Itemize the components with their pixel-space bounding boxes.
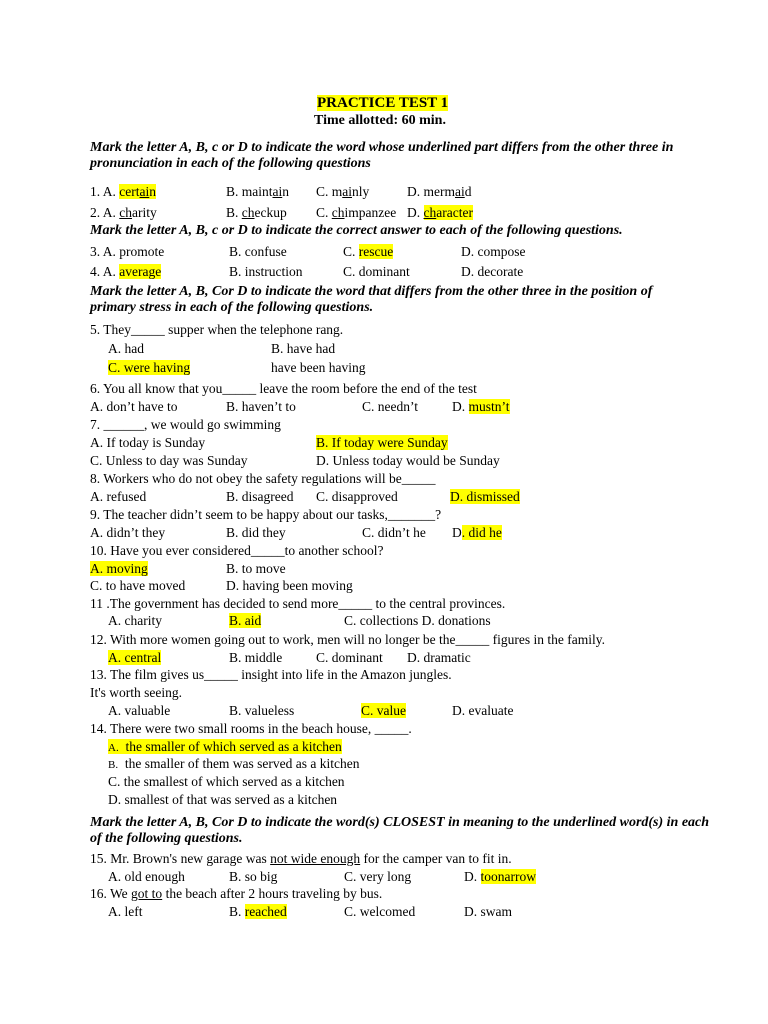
question-7-stem: 7. ______, we would go swimming [90,417,281,432]
time-allotted: Time allotted: 60 min. [314,113,446,128]
q10-option-b: B. to move [226,561,286,576]
question-9-stem: 9. The teacher didn’t seem to be happy about our tasks,_______? [90,507,442,522]
test-title: PRACTICE TEST 1 [317,95,449,111]
question-2: 2. A. charity [90,205,157,220]
q5-option-d: have been having [271,360,366,375]
q14-option-d: D. smallest of that was served as a kitchen [108,792,338,807]
q16-option-a: A. left [108,904,143,919]
q12-option-a: A. central [108,650,162,665]
question-14-stem: 14. There were two small rooms in the beach house, _____. [90,721,412,736]
q15-option-c: C. very long [344,869,412,884]
q6-option-a: A. don’t have to [90,399,178,414]
q9-option-b: B. did they [226,525,286,540]
section-instruction-stress: Mark the letter A, B, Cor D to indicate the word that differs from the other three in the position of primary stress in each of the following questions. [90,284,653,315]
q16-option-d: D. swam [464,904,512,919]
q5-option-a: A. had [108,341,144,356]
q12-option-d: D. dramatic [407,650,471,665]
q12-option-c: C. dominant [316,650,383,665]
q10-option-a: A. moving [90,561,148,576]
q13-option-b: B. valueless [229,703,295,718]
q10-option-d: D. having been moving [226,578,353,593]
q1-option-b: B. maintain [226,184,289,199]
q15-option-d: D. toonarrow [464,869,536,884]
question-10-stem: 10. Have you ever considered_____to another school? [90,543,384,558]
question-6-stem: 6. You all know that you_____ leave the room before the end of the test [90,381,477,396]
question-11-stem: 11 .The government has decided to send more_____ to the central provinces. [90,596,506,611]
q4-option-d: D. decorate [461,264,524,279]
q15-option-b: B. so big [229,869,278,884]
q11-option-a: A. charity [108,613,162,628]
q16-option-c: C. welcomed [344,904,416,919]
q5-option-c: C. were having [108,360,191,375]
q3-option-d: D. compose [461,244,526,259]
q9-option-c: C. didn’t he [362,525,426,540]
q2-option-d: D. character [407,205,473,220]
section-instruction-correct-answer: Mark the letter A, B, c or D to indicate the correct answer to each of the following questions. [90,223,623,238]
q8-option-b: B. disagreed [226,489,294,504]
question-1: 1. A. certain [90,184,156,199]
question-12-stem: 12. With more women going out to work, men will no longer be the_____ figures in the family. [90,632,605,647]
q11-option-b: B. aid [229,613,262,628]
q10-option-c: C. to have moved [90,578,186,593]
q14-option-c: C. the smallest of which served as a kitchen [108,774,345,789]
q14-option-a: A. the smaller of which served as a kitchen [108,739,342,754]
q4-option-b: B. instruction [229,264,303,279]
q7-option-b: B. If today were Sunday [316,435,448,450]
q8-option-d: D. dismissed [450,489,520,504]
question-15-stem: 15. Mr. Brown's new garage was not wide enough for the camper van to fit in. [90,851,512,866]
question-5-stem: 5. They_____ supper when the telephone rang. [90,322,344,337]
q3-option-b: B. confuse [229,244,287,259]
question-4: 4. A. average [90,264,162,279]
question-16-stem: 16. We got to the beach after 2 hours traveling by bus. [90,886,383,901]
q13-option-c: C. value [361,703,406,718]
q13-option-a: A. valuable [108,703,171,718]
q5-option-b: B. have had [271,341,336,356]
q8-option-c: C. disapproved [316,489,398,504]
question-13-stem-2: It's worth seeing. [90,685,183,700]
question-3: 3. A. promote [90,244,165,259]
section-instruction-pronunciation: Mark the letter A, B, c or D to indicate the word whose underlined part differs from the other three in pronunciation in each of the following questions [90,140,674,171]
q7-option-d: D. Unless today would be Sunday [316,453,500,468]
q9-option-a: A. didn’t they [90,525,166,540]
q2-option-b: B. checkup [226,205,287,220]
q12-option-b: B. middle [229,650,283,665]
q6-option-b: B. haven’t to [226,399,296,414]
q15-option-a: A. old enough [108,869,185,884]
q6-option-d: D. mustn’t [452,399,510,414]
q9-option-d: D. did he [452,525,502,540]
q14-option-b: B. the smaller of them was served as a kitchen [108,756,360,771]
q6-option-c: C. needn’t [362,399,418,414]
q16-option-b: B. reached [229,904,287,919]
q4-option-c: C. dominant [343,264,410,279]
q7-option-c: C. Unless to day was Sunday [90,453,248,468]
section-instruction-closest-meaning: Mark the letter A, B, Cor D to indicate the word(s) CLOSEST in meaning to the underlined word(s) in each of the following questions. [90,815,710,846]
q13-option-d: D. evaluate [452,703,514,718]
question-13-stem: 13. The film gives us_____ insight into life in the Amazon jungles. [90,667,452,682]
q11-option-c-d: C. collections D. donations [344,613,491,628]
q7-option-a: A. If today is Sunday [90,435,206,450]
q2-option-c: C. chimpanzee [316,205,397,220]
q3-option-c: C. rescue [343,244,394,259]
q1-option-c: C. mainly [316,184,370,199]
q8-option-a: A. refused [90,489,147,504]
question-8-stem: 8. Workers who do not obey the safety regulations will be_____ [90,471,436,486]
q1-option-d: D. mermaid [407,184,472,199]
